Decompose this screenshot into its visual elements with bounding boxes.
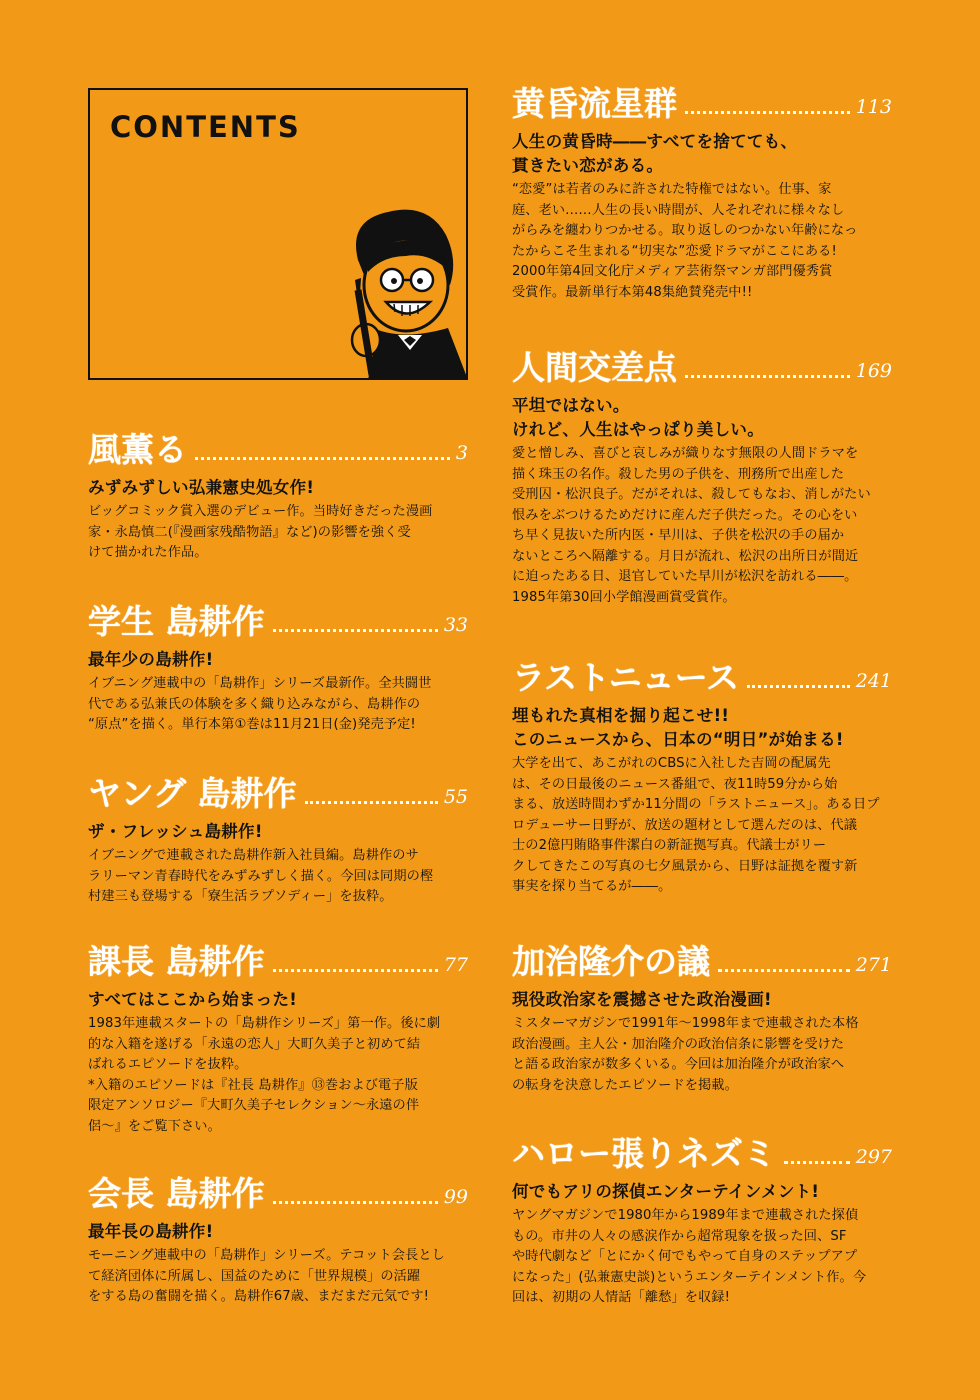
entry-heading [88, 426, 468, 470]
leader-dots [273, 969, 438, 972]
leader-dots [305, 801, 438, 804]
entry-kaicho-shima-kosaku[interactable] [88, 1170, 468, 1308]
author-caricature-icon [328, 190, 468, 380]
entry-gakusei-shima-kosaku[interactable] [88, 598, 468, 736]
entry-page-number: 113 [855, 96, 892, 118]
entry-tagline: すべてはここから始まった! [88, 990, 298, 1009]
leader-dots [273, 1201, 438, 1204]
entry-page-number: 77 [443, 954, 468, 976]
entry-ningen-kousaten[interactable] [512, 344, 892, 608]
entry-heading [512, 1130, 892, 1174]
entry-kacho-shima-kosaku[interactable] [88, 938, 468, 1137]
entry-tagline: 現役政治家を震撼させた政治漫画! [512, 990, 772, 1009]
entry-tagline: みずみずしい弘兼憲史処女作! [88, 478, 315, 497]
entry-page-number: 241 [855, 670, 892, 692]
entry-description: イブニング連載中の「島耕作」シリーズ最新作。全共闘世 代である弘兼氏の体験を多く織り込みながら、島耕作の “原点”を描く。単行本第①巻は11月21日(金)発売予定! [88, 676, 432, 732]
entry-heading [512, 654, 892, 698]
entry-tagline: ザ・フレッシュ島耕作! [88, 822, 263, 841]
leader-dots [784, 1161, 850, 1164]
entry-description: “恋愛”は若者のみに許された特権ではない。仕事、家 庭、老い……人生の長い時間が、人それぞれに様々なし がらみを纏わりつかせる。取り返しのつかない年齢になっ たからこそ生まれる“切実な”恋愛ドラマがここにある! 2000年第4回文化庁メディア芸術祭マンガ部門優秀賞 受賞作。最新単行本第48集絶賛発売中!! [512, 182, 858, 300]
entry-title: 人間交差点 [512, 348, 677, 387]
entry-heading [88, 598, 468, 642]
leader-dots [685, 111, 850, 114]
entry-description: イブニングで連載された島耕作新入社員編。島耕作のサ ラリーマン青春時代をみずみずしく描く。今回は同期の樫 村建三も登場する「寮生活ラプソディー」を抜粋。 [88, 848, 434, 904]
entry-page-number: 99 [443, 1186, 468, 1208]
entry-page-number: 33 [443, 614, 468, 636]
entry-page-number: 271 [855, 954, 892, 976]
entry-description: ミスターマガジンで1991年〜1998年まで連載された本格 政治漫画。主人公・加治隆介の政治信条に影響を受けた と語る政治家が数多くいる。今回は加治隆介が政治家へ の転身を決意したエピソードを掲載。 [512, 1016, 859, 1093]
leader-dots [685, 375, 850, 378]
entry-title: 加治隆介の議 [512, 942, 710, 981]
entry-description: 愛と憎しみ、喜びと哀しみが織りなす無限の人間ドラマを 描く珠玉の名作。殺した男の子供を、刑務所で出産した 受刑囚・松沢良子。だがそれは、殺してもなお、消しがたい 恨みをぶつけるためだけに産んだ子供だった。その心をい ち早く見抜いた所内医・早川は、子供を松沢の手の届か ないところへ隔離する。月日が流れ、松沢の出所日が間近 に迫ったある日、退官していた早川が松沢を訪れる――。 1985年第30回小学館漫画賞受賞作。 [512, 446, 871, 605]
entry-tagline: 何でもアリの探偵エンターテインメント! [512, 1182, 820, 1201]
entry-last-news[interactable] [512, 654, 892, 898]
entry-description: ビッグコミック賞入選のデビュー作。当時好きだった漫画 家・永島慎二(『漫画家残酷物語』など)の影響を強く受 けて描かれた作品。 [88, 504, 433, 560]
entry-tasogare-ryuseigun[interactable] [512, 80, 892, 303]
entry-hello-harinezumi[interactable] [512, 1130, 892, 1309]
entry-title: 会長 島耕作 [88, 1174, 265, 1213]
entry-description: モーニング連載中の「島耕作」シリーズ。テコット会長とし て経済団体に所属し、国益のために「世界規模」の活躍 をする島の奮闘を描く。島耕作67歳、まだまだ元気です! [88, 1248, 445, 1304]
entry-tagline: 最年少の島耕作! [88, 650, 214, 669]
leader-dots [195, 457, 450, 460]
entry-kaze-kaoru[interactable] [88, 426, 468, 564]
entry-heading [88, 770, 468, 814]
contents-header-box [88, 88, 468, 380]
leader-dots [747, 685, 850, 688]
entry-page-number: 55 [443, 786, 468, 808]
entry-description: 1983年連載スタートの「島耕作シリーズ」第一作。後に劇 的な入籍を遂げる「永遠の恋人」大町久美子と初めて結 ばれるエピソードを抜粋。 *入籍のエピソードは『社長 島耕作』⑬巻および電子版 限定アンソロジー『大町久美子セレクション〜永遠の伴 侶〜』をご覧下さい。 [88, 1016, 441, 1134]
entry-heading [512, 938, 892, 982]
entry-description: 大学を出て、あこがれのCBSに入社した吉岡の配属先 は、その日最後のニュース番組で、夜11時59分から始 まる、放送時間わずか11分間の「ラストニュース」。ある日プ ロデューサー日野が、放送の題材として選んだのは、代議 士の2億円賄賂事件潔白の新証拠写真。代議士がリー クしてきたこの写真の七夕風景から、日野は証拠を覆す新 事実を探り当てるが――。 [512, 756, 880, 894]
entry-heading [88, 938, 468, 982]
entry-tagline: 人生の黄昏時――すべてを捨てても、 貫きたい恋がある。 [512, 132, 798, 175]
entry-young-shima-kosaku[interactable] [88, 770, 468, 908]
entry-heading [512, 80, 892, 124]
contents-title: CONTENTS [110, 110, 301, 144]
entry-tagline: 平坦ではない。 けれど、人生はやっぱり美しい。 [512, 396, 764, 439]
leader-dots [273, 629, 438, 632]
entry-tagline: 埋もれた真相を掘り起こせ!! このニュースから、日本の“明日”が始まる! [512, 706, 844, 749]
entry-page-number: 3 [455, 442, 468, 464]
entry-tagline: 最年長の島耕作! [88, 1222, 214, 1241]
entry-page-number: 169 [855, 360, 892, 382]
entry-heading [88, 1170, 468, 1214]
entry-title: 課長 島耕作 [88, 942, 265, 981]
leader-dots [718, 969, 850, 972]
entry-description: ヤングマガジンで1980年から1989年まで連載された探偵 もの。市井の人々の感涙作から超常現象を扱った回、SF や時代劇など「とにかく何でもやって自身のステップアプ になった」(弘兼憲史談)というエンターテインメント作。今 回は、初期の人情話「離愁」を収録! [512, 1208, 867, 1305]
entry-heading [512, 344, 892, 388]
entry-title: ラストニュース [512, 658, 740, 697]
entry-title: 学生 島耕作 [88, 602, 265, 641]
entry-title: 風薫る [88, 430, 187, 469]
entry-kaji-ryusuke-no-gi[interactable] [512, 938, 892, 1096]
entry-page-number: 297 [855, 1146, 892, 1168]
entry-title: ヤング 島耕作 [88, 774, 297, 813]
entry-title: ハロー張りネズミ [512, 1134, 776, 1173]
entry-title: 黄昏流星群 [512, 84, 677, 123]
